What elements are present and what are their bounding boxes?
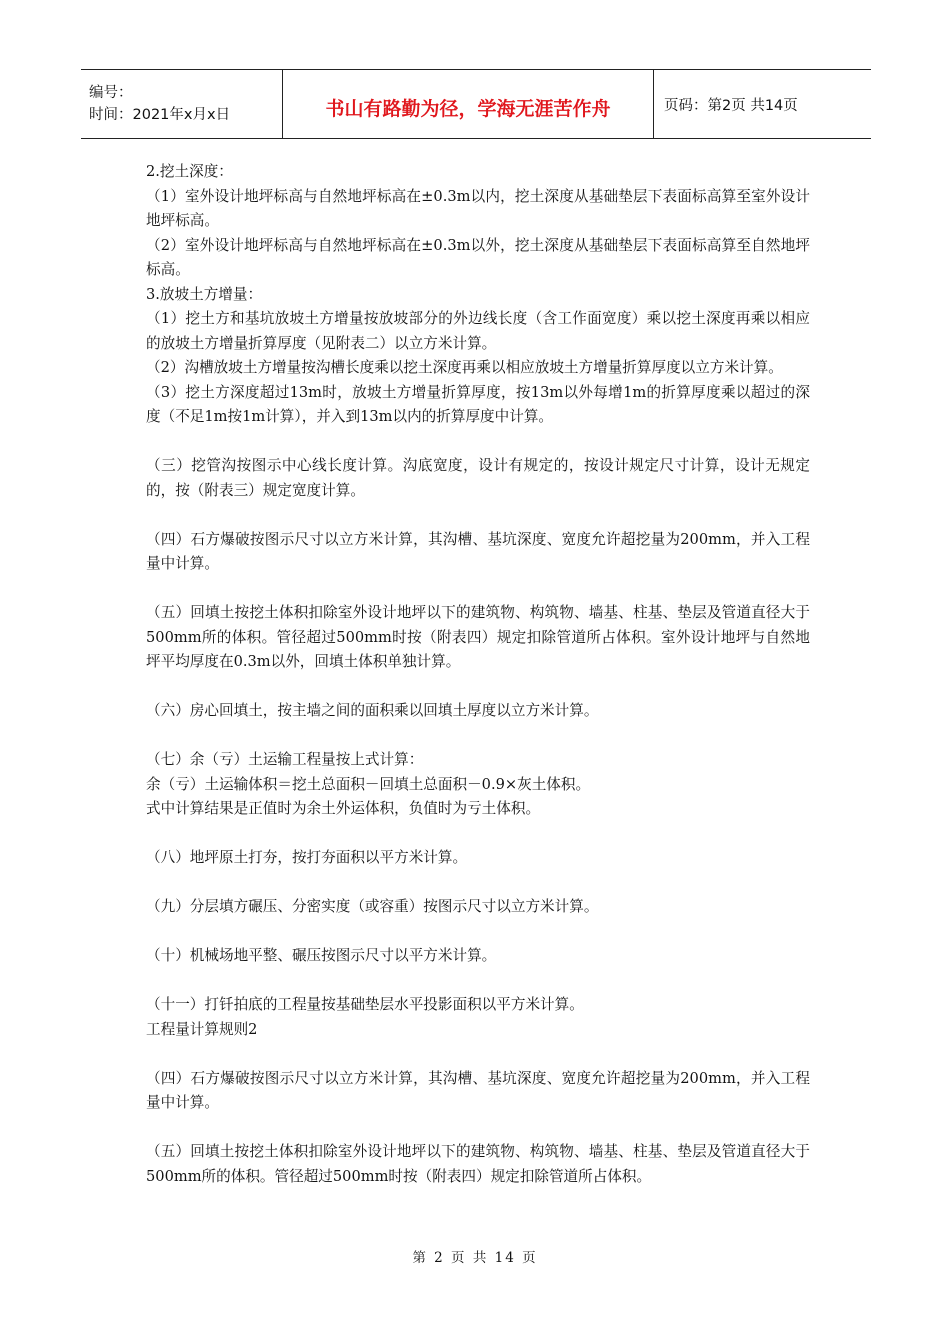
body-paragraph: 工程量计算规则2 [146, 1020, 258, 1038]
footer-page-number: 第 2 页 共 14 页 [412, 1250, 538, 1266]
body-paragraph: 式中计算结果是正值时为余土外运体积，负值时为亏土体积。 [146, 800, 541, 817]
header-page-info: 页码：第2页 共14页 [664, 97, 798, 114]
page-header [81, 69, 871, 139]
body-paragraph: （3）挖土方深度超过13m时，放坡土方增量折算厚度，按13m以外每增1m的折算厚度乘以超过的深度（不足1m按1m计算），并入到13m以内的折算厚度中计算。 [146, 383, 810, 425]
body-paragraph: （十）机械场地平整、碾压按图示尺寸以平方米计算。 [146, 947, 497, 964]
body-paragraph: （1）室外设计地坪标高与自然地坪标高在±0.3m以内，挖土深度从基础垫层下表面标高算至室外设计地坪标高。 [146, 187, 810, 229]
body-paragraph: （八）地坪原土打夯，按打夯面积以平方米计算。 [146, 849, 468, 866]
body-paragraph: 余（亏）土运输体积＝挖土总面积－回填土总面积－0.9×灰土体积。 [146, 775, 591, 793]
body-paragraph: （七）余（亏）土运输工程量按上式计算： [146, 751, 424, 768]
body-paragraph: （2）沟槽放坡土方增量按沟槽长度乘以挖土深度再乘以相应放坡土方增量折算厚度以立方米计算。 [146, 359, 783, 376]
body-paragraph: （四）石方爆破按图示尺寸以立方米计算，其沟槽、基坑深度、宽度允许超挖量为200mm，并入工程量中计算。 [146, 530, 810, 572]
body-paragraph: （九）分层填方碾压、分密实度（或容重）按图示尺寸以立方米计算。 [146, 898, 599, 915]
body-paragraph: （五）回填土按挖土体积扣除室外设计地坪以下的建筑物、构筑物、墙基、柱基、垫层及管道直径大于500mm所的体积。管径超过500mm时按（附表四）规定扣除管道所占体积。 [146, 1143, 810, 1185]
body-paragraph: 2.挖土深度： [146, 163, 233, 180]
page-footer [0, 1246, 950, 1266]
document-date: 时间：2021年x月x日 [89, 107, 231, 123]
body-paragraph: （十一）打钎拍底的工程量按基础垫层水平投影面积以平方米计算。 [146, 996, 584, 1013]
body-paragraph: （五）回填土按挖土体积扣除室外设计地坪以下的建筑物、构筑物、墙基、柱基、垫层及管道直径大于500mm所的体积。管径超过500mm时按（附表四）规定扣除管道所占体积。室外设计地坪与自然地坪平均厚度在0.3m以外，回填土体积单独计算。 [146, 604, 810, 670]
document-body [146, 160, 810, 1189]
header-motto: 书山有路勤为径，学海无涯苦作舟 [283, 70, 654, 138]
body-paragraph: （六）房心回填土，按主墙之间的面积乘以回填土厚度以立方米计算。 [146, 702, 599, 719]
body-paragraph: （2）室外设计地坪标高与自然地坪标高在±0.3m以外，挖土深度从基础垫层下表面标高算至自然地坪标高。 [146, 236, 810, 278]
header-meta [81, 70, 283, 138]
document-number-label: 编号： [89, 85, 133, 101]
body-paragraph: （三）挖管沟按图示中心线长度计算。沟底宽度，设计有规定的，按设计规定尺寸计算，设计无规定的，按（附表三）规定宽度计算。 [146, 457, 810, 499]
body-paragraph: 3.放坡土方增量： [146, 285, 263, 303]
body-paragraph: （四）石方爆破按图示尺寸以立方米计算，其沟槽、基坑深度、宽度允许超挖量为200mm，并入工程量中计算。 [146, 1069, 810, 1111]
body-paragraph: （1）挖土方和基坑放坡土方增量按放坡部分的外边线长度（含工作面宽度）乘以挖土深度再乘以相应的放坡土方增量折算厚度（见附表二）以立方米计算。 [146, 310, 810, 352]
